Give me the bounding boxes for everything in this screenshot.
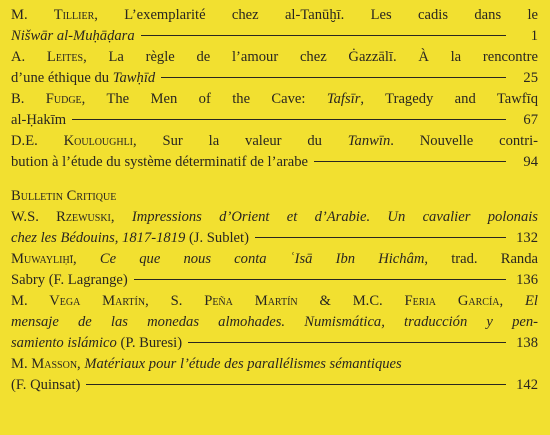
- entry-title-italic: El: [525, 293, 538, 309]
- entry-title-tail: [11, 68, 155, 89]
- leader-line: [314, 161, 506, 162]
- entry-page-number: 136: [516, 272, 538, 288]
- entry-line: D.E. Kouloughli, Sur la valeur du Tanwīn. Nouvelle contri-: [11, 133, 538, 149]
- entry-last-line: [11, 110, 538, 131]
- entry-reviewer: (F. Quinsat): [11, 377, 81, 393]
- entry-last-line: [11, 270, 538, 291]
- entry-last-line: [11, 228, 538, 249]
- entry-reviewer: (J. Sublet): [185, 230, 249, 246]
- entry-title: The Men of the Cave:: [106, 91, 306, 107]
- contents-entry: [11, 47, 538, 89]
- entry-reviewer: (P. Buresi): [116, 335, 183, 351]
- leader-line: [86, 384, 506, 385]
- entry-title-italic: Tawḥīd: [112, 70, 156, 86]
- review-entry: [11, 354, 538, 396]
- entry-title-italic: Impressions d’Orient et d’Arabie. Un cavalier polonais: [131, 209, 538, 225]
- entry-page-number: 67: [523, 112, 538, 128]
- entry-title: La règle de l’amour chez Ġazzālī. À la rencontre: [108, 49, 538, 65]
- entry-title-cont: . Nouvelle contri-: [390, 133, 538, 149]
- entry-line: M. Masson, Matériaux pour l’étude des parallélismes sémantiques: [11, 356, 402, 372]
- contents-entry: [11, 89, 538, 131]
- entry-line: B. Fudge, The Men of the Cave: Tafsīr, Tragedy and Tawfīq: [11, 91, 538, 107]
- entry-title-tail: bution à l’étude du système déterminatif de l’arabe: [11, 154, 309, 170]
- entry-title-italic: Tanwīn: [347, 133, 391, 149]
- leader-line: [141, 35, 506, 36]
- entry-last-line: [11, 68, 538, 89]
- leader-line: [188, 342, 506, 343]
- entry-title-tail: [11, 333, 182, 354]
- entry-line: M. Vega Martín, S. Peña Martín & M.C. Feria García, El: [11, 293, 538, 309]
- entry-line: A. Leites, La règle de l’amour chez Ġazzālī. À la rencontre: [11, 49, 538, 65]
- leader-line: [72, 119, 506, 120]
- entry-author: D.E. Kouloughli: [11, 133, 134, 149]
- entry-title-italic: Nišwār al-Muḥāḍara: [11, 28, 135, 44]
- entry-line: mensaje de las monedas almohades. Numismática, traducción y pen-: [11, 314, 538, 330]
- entry-title-italic: Matériaux pour l’étude des parallélismes sémantiques: [84, 356, 402, 372]
- entry-last-line: [11, 333, 538, 354]
- entry-author: M. Vega Martín, S. Peña Martín & M.C. Feria García: [11, 293, 500, 309]
- entry-title-tail: [11, 228, 249, 249]
- entry-author: A. Leites: [11, 49, 84, 65]
- section-heading: Bulletin Critique: [11, 188, 117, 204]
- entry-title-italic: Ce que nous conta ʿIsā Ibn Hichâm: [99, 251, 425, 267]
- entry-title-plain: , trad. Randa: [424, 251, 538, 267]
- entry-title-italic: Tafsīr: [326, 91, 361, 107]
- entry-line: M. Tillier, L’exemplarité chez al-Tanūḫī. Les cadis dans le: [11, 7, 538, 23]
- entry-author: M. Masson: [11, 356, 78, 372]
- contents-entry: [11, 5, 538, 47]
- entry-page-number: 25: [523, 70, 538, 86]
- entry-last-line: [11, 375, 538, 396]
- entry-title-italic: samiento islámico: [11, 335, 117, 351]
- entry-line: W.S. Rzewuski, Impressions d’Orient et d’Arabie. Un cavalier polonais: [11, 209, 538, 225]
- entry-title-italic: chez les Bédouins, 1817-1819: [11, 230, 186, 246]
- contents-entry: [11, 131, 538, 173]
- leader-line: [255, 237, 506, 238]
- entry-line: Muwayliḥī, Ce que nous conta ʿIsā Ibn Hichâm, trad. Randa: [11, 251, 538, 267]
- entry-title-cont: , Tragedy and Tawfīq: [360, 91, 538, 107]
- entry-page-number: 132: [516, 230, 538, 246]
- entry-page-number: 138: [516, 335, 538, 351]
- entry-last-line: [11, 152, 538, 173]
- entry-reviewer: Sabry (F. Lagrange): [11, 272, 128, 288]
- entry-last-line: [11, 26, 538, 47]
- review-entry: [11, 207, 538, 249]
- entry-title-tail: al-Ḥakīm: [11, 112, 67, 128]
- entry-page-number: 142: [516, 377, 538, 393]
- entry-author: W.S. Rzewuski: [11, 209, 111, 225]
- entry-page-number: 94: [523, 154, 538, 170]
- entry-author: M. Tillier: [11, 7, 95, 23]
- entry-title-plain: d’une éthique du: [11, 70, 110, 86]
- leader-line: [134, 279, 506, 280]
- entry-page-number: 1: [530, 28, 538, 44]
- review-entry: [11, 249, 538, 291]
- review-entry: [11, 291, 538, 354]
- leader-line: [161, 77, 506, 78]
- entry-title: Sur la valeur du: [162, 133, 322, 149]
- entry-author: B. Fudge: [11, 91, 82, 107]
- entry-author: Muwayliḥī: [11, 251, 74, 267]
- entry-title: L’exemplarité chez al-Tanūḫī. Les cadis dans le: [124, 7, 538, 23]
